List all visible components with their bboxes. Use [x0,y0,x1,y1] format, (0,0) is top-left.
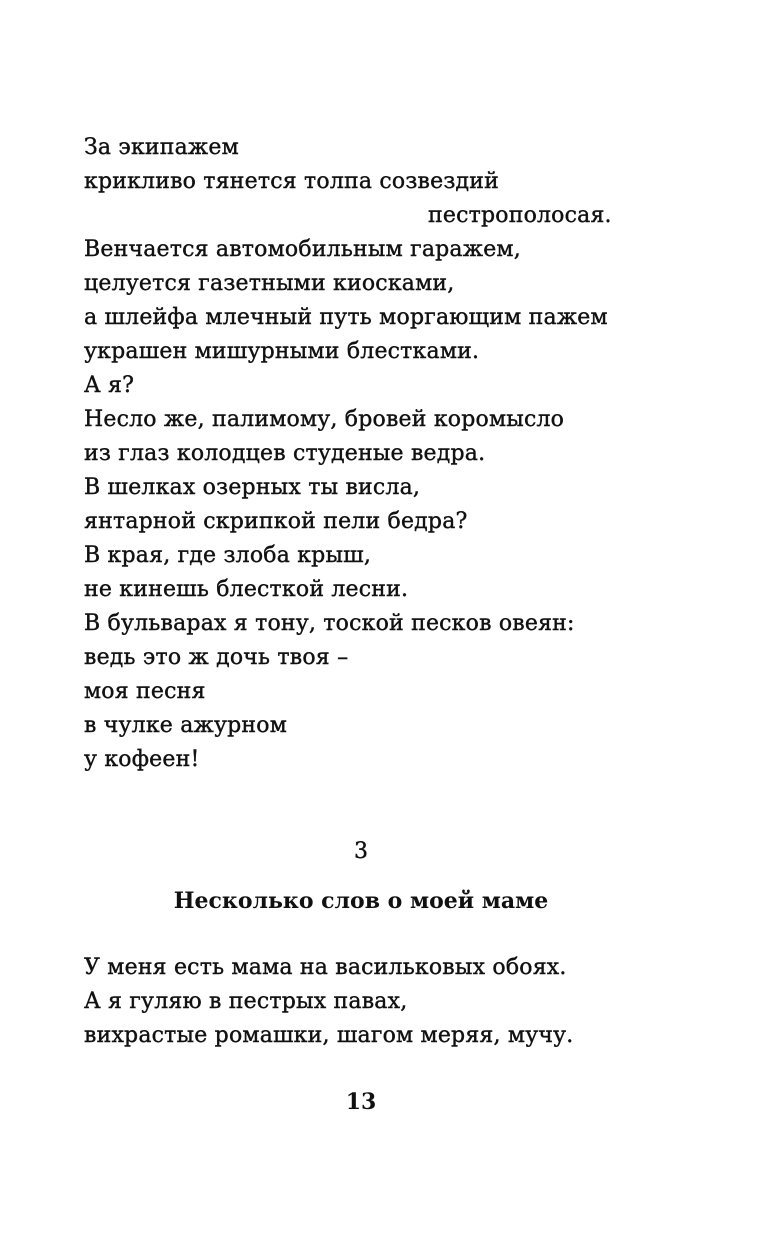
poem-line-indented: пестрополосая. [428,203,612,228]
poem-line: У меня есть мама на васильковых обоях. [84,955,567,980]
poem-line: не кинешь блесткой лесни. [84,577,409,602]
poem-line: вихрастые ромашки, шагом меряя, мучу. [84,1023,574,1048]
poem-line: Венчается автомобильным гаражем, [84,237,521,262]
poem-line: моя песня [84,679,206,704]
poem-line: А я? [84,373,135,398]
poem-line: у кофеен! [84,747,200,772]
poem-line: За экипажем [84,135,239,160]
section-number: 3 [354,839,368,864]
poem-line: Несло же, палимому, бровей коромысло [84,407,565,432]
poem-line: целуется газетными киосками, [84,271,455,296]
section-title: Несколько слов о моей маме [173,888,549,914]
poem-line: в чулке ажурном [84,713,288,738]
poem-line: ведь это ж дочь твоя – [84,645,349,670]
poem-line: В шелках озерных ты висла, [84,475,421,500]
poem-line: из глаз колодцев студеные ведра. [84,441,486,466]
poem-line: украшен мишурными блестками. [84,339,480,364]
poem-line: В бульварах я тону, тоской песков овеян: [84,611,575,636]
poem-line: А я гуляю в пестрых павах, [84,989,408,1014]
page-number: 13 [345,1089,377,1115]
poem-line: а шлейфа млечный путь моргающим пажем [84,305,608,330]
poem-line: янтарной скрипкой пели бедра? [84,509,468,534]
poem-line: крикливо тянется толпа созвездий [84,169,500,194]
poem-line: В края, где злоба крыш, [84,543,372,568]
